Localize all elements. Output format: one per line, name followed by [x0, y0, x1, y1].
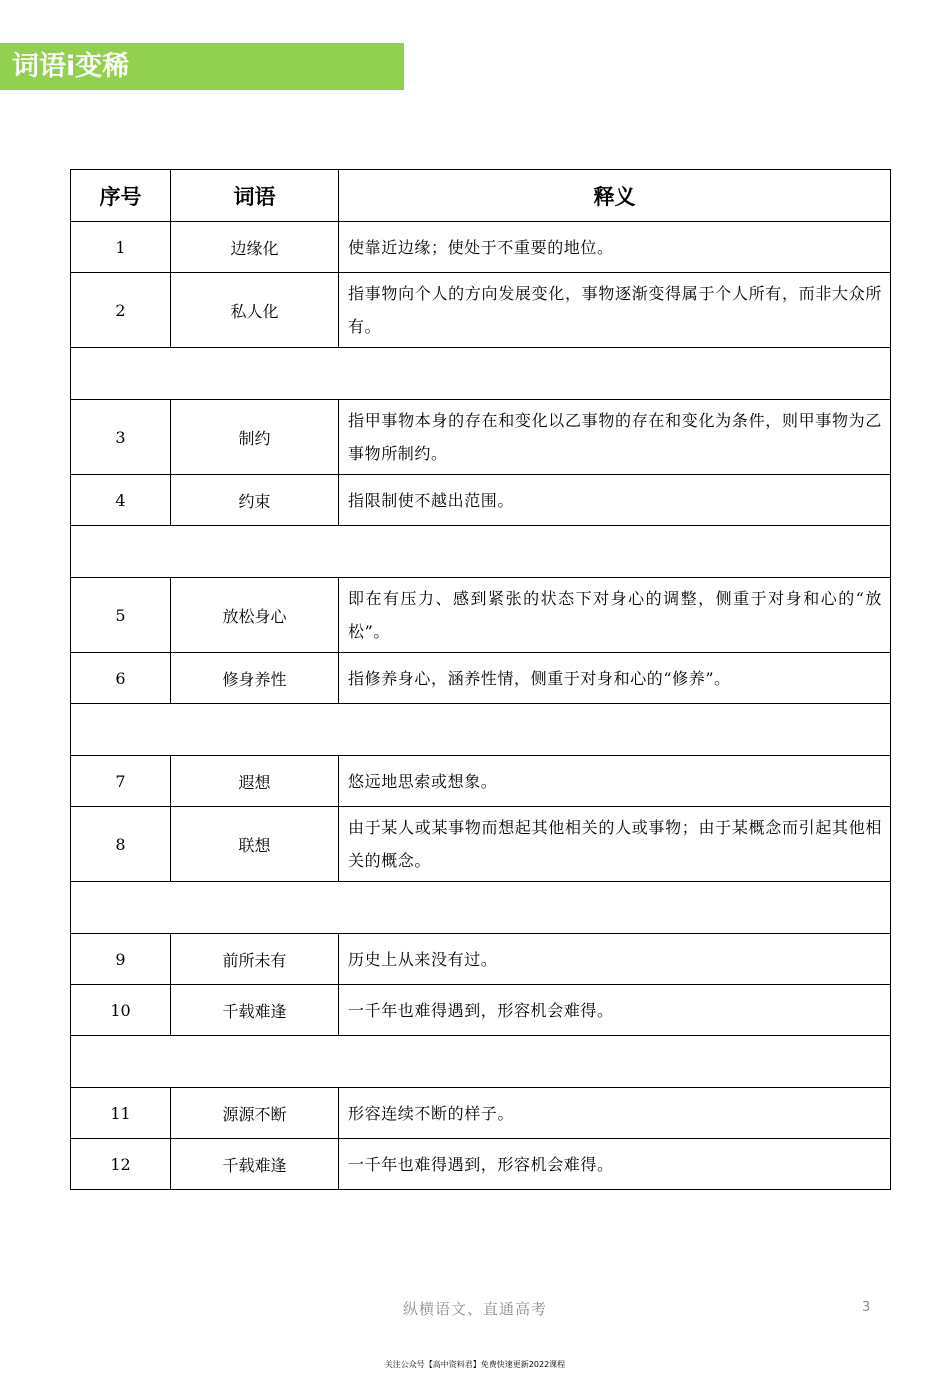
- header-word: 词语: [171, 170, 339, 222]
- row-number: 10: [71, 985, 171, 1036]
- row-number: 1: [71, 222, 171, 273]
- row-definition: 由于某人或某事物而想起其他相关的人或事物；由于某概念而引起其他相关的概念。: [339, 807, 891, 882]
- row-word: 制约: [171, 400, 339, 475]
- row-word: 放松身心: [171, 578, 339, 653]
- section-title-banner: 词语i变稀: [0, 43, 404, 90]
- separator-cell: [71, 882, 891, 934]
- row-definition: 悠远地思索或想象。: [339, 756, 891, 807]
- row-word: 前所未有: [171, 934, 339, 985]
- row-definition: 形容连续不断的样子。: [339, 1088, 891, 1139]
- row-word: 千载难逢: [171, 1139, 339, 1190]
- row-number: 5: [71, 578, 171, 653]
- row-definition: 即在有压力、感到紧张的状态下对身心的调整，侧重于对身和心的“放松”。: [339, 578, 891, 653]
- separator-row: [71, 704, 891, 756]
- row-number: 9: [71, 934, 171, 985]
- row-number: 11: [71, 1088, 171, 1139]
- table-row: [71, 756, 891, 807]
- row-word: 私人化: [171, 273, 339, 348]
- row-number: 3: [71, 400, 171, 475]
- table-row: [71, 653, 891, 704]
- table-row: [71, 1139, 891, 1190]
- separator-row: [71, 882, 891, 934]
- row-definition: 指甲事物本身的存在和变化以乙事物的存在和变化为条件，则甲事物为乙事物所制约。: [339, 400, 891, 475]
- separator-row: [71, 526, 891, 578]
- row-definition: 使靠近边缘；使处于不重要的地位。: [339, 222, 891, 273]
- row-definition: 指事物向个人的方向发展变化，事物逐渐变得属于个人所有，而非大众所有。: [339, 273, 891, 348]
- row-number: 7: [71, 756, 171, 807]
- table-row: [71, 934, 891, 985]
- row-word: 约束: [171, 475, 339, 526]
- row-word: 联想: [171, 807, 339, 882]
- header-definition: 释义: [339, 170, 891, 222]
- row-word: 修身养性: [171, 653, 339, 704]
- footer-notice: 关注公众号【高中资料君】免费快速更新2022课程: [384, 1360, 566, 1369]
- table-row: [71, 985, 891, 1036]
- separator-cell: [71, 704, 891, 756]
- separator-cell: [71, 348, 891, 400]
- table-row: [71, 578, 891, 653]
- table-row: [71, 222, 891, 273]
- separator-cell: [71, 1036, 891, 1088]
- row-definition: 指修养身心，涵养性情，侧重于对身和心的“修养”。: [339, 653, 891, 704]
- row-word: 遐想: [171, 756, 339, 807]
- table-row: [71, 475, 891, 526]
- row-definition: 一千年也难得遇到，形容机会难得。: [339, 1139, 891, 1190]
- row-definition: 一千年也难得遇到，形容机会难得。: [339, 985, 891, 1036]
- page-number: 3: [862, 1300, 871, 1315]
- row-number: 12: [71, 1139, 171, 1190]
- row-definition: 指限制使不越出范围。: [339, 475, 891, 526]
- separator-row: [71, 1036, 891, 1088]
- row-word: 源源不断: [171, 1088, 339, 1139]
- row-definition: 历史上从来没有过。: [339, 934, 891, 985]
- separator-cell: [71, 526, 891, 578]
- vocabulary-table: [70, 169, 891, 1190]
- row-word: 边缘化: [171, 222, 339, 273]
- table-row: [71, 273, 891, 348]
- separator-row: [71, 348, 891, 400]
- row-number: 2: [71, 273, 171, 348]
- table-row: [71, 807, 891, 882]
- table-header-row: [71, 170, 891, 222]
- table-row: [71, 1088, 891, 1139]
- table-row: [71, 400, 891, 475]
- row-number: 4: [71, 475, 171, 526]
- row-number: 6: [71, 653, 171, 704]
- row-word: 千载难逢: [171, 985, 339, 1036]
- row-number: 8: [71, 807, 171, 882]
- header-number: 序号: [71, 170, 171, 222]
- footer-slogan: 纵横语文、直通高考: [402, 1300, 547, 1318]
